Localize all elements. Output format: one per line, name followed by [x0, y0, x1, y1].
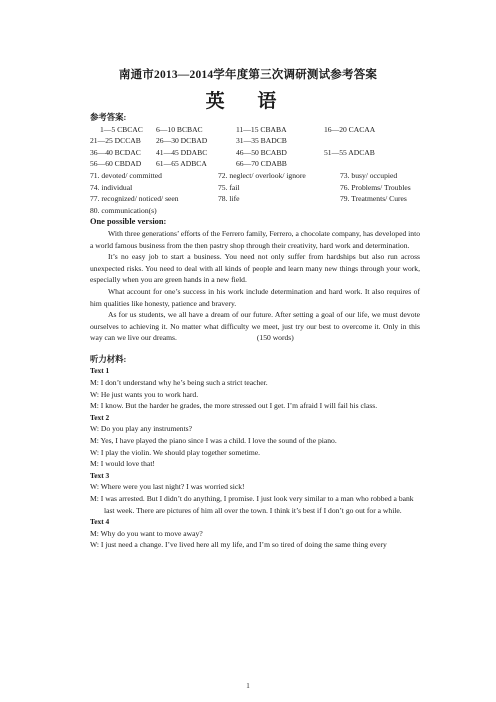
text-label: Text 2	[90, 412, 110, 422]
answer-group: 51—55 ADCAB	[324, 147, 375, 157]
page-number: 1	[246, 682, 250, 690]
fill-answer: 74. individual	[90, 182, 133, 192]
fill-in-answers	[90, 170, 420, 216]
answer-group: 61—65 ADBCA	[156, 159, 207, 169]
dialogue-line: M: Yes, I have played the piano since I was a child. I love the sound of the piano.	[90, 436, 337, 446]
answer-row	[90, 158, 420, 170]
essay-text: As for us students, we all have a dream of our future. After setting a goal of our life, we must devote ourselves to achieving it. No matter what difficulty we meet, just try our best to overcome it. Only in this way can we live our dreams.	[90, 310, 420, 343]
answer-group: 1—5 CBCAC	[100, 124, 143, 134]
dialogue-line: W: I just need a change. I’ve lived here all my life, and I’m so tired of doing the same thing every	[90, 540, 387, 550]
dialogue-line: M: I would love that!	[90, 459, 155, 469]
answer-row	[90, 147, 420, 159]
essay-paragraph: With three generations’ efforts of the Ferrero family, Ferrero, a chocolate company, has developed into a world famous business from the then pastry shop through their creativity, hard work and determination.	[90, 228, 420, 250]
answer-group: 31—35 BADCB	[236, 136, 287, 146]
fill-row	[90, 193, 420, 205]
fill-answer: 78. life	[218, 194, 240, 204]
dialogue-line: M: I was arrested. But I didn’t do anything, I promise. I just look very similar to a man who robbed a bank last week. There are pictures of him all over the town. I think it’s best if I don’t go out for a while.	[90, 494, 414, 515]
answer-group: 21—25 DCCAB	[90, 136, 141, 146]
dialogue-line: M: I know. But the harder he grades, the more stressed out I get. I’m afraid I will fail his class.	[90, 401, 378, 411]
listening-label: 听力材料:	[90, 354, 127, 364]
fill-answer: 76. Problems/ Troubles	[340, 182, 411, 192]
answer-group: 16—20 CACAA	[324, 124, 376, 134]
subject-heading: 英 语	[205, 91, 291, 112]
answer-group: 66—70 CDABB	[236, 159, 287, 169]
fill-answer: 80. communication(s)	[90, 205, 157, 215]
text-label: Text 4	[90, 517, 110, 527]
fill-row	[90, 170, 420, 182]
dialogue-line: M: Why do you want to move away?	[90, 528, 203, 538]
fill-answer: 71. devoted/ committed	[90, 170, 162, 180]
answer-row	[90, 124, 420, 136]
answers-label: 参考答案:	[90, 113, 127, 122]
answer-group: 26—30 DCBAD	[156, 136, 208, 146]
answer-group: 56—60 CBDAD	[90, 159, 142, 169]
fill-answer: 73. busy/ occupied	[340, 170, 398, 180]
fill-row	[90, 205, 420, 217]
text-label: Text 3	[90, 470, 110, 480]
version-label: One possible version:	[90, 217, 167, 227]
section-gap	[90, 344, 420, 354]
essay-paragraph: It’s no easy job to start a business. You need not only suffer from hardships but also run across unexpected risks. You need to deal with all kinds of people and learn many new things through your work, especially when you are green hands in a new field.	[90, 252, 420, 285]
fill-row	[90, 182, 420, 194]
listening-texts	[90, 365, 420, 551]
essay-paragraph	[90, 309, 420, 344]
answer-group: 6—10 BCBAC	[156, 124, 203, 134]
answer-group: 36—40 BCDAC	[90, 147, 141, 157]
document-title: 南通市2013—2014学年度第三次调研测试参考答案	[118, 69, 378, 81]
essay-paragraph: What account for one’s success in his work include determination and hard work. It also requires of him qualities like honesty, patience and bravery.	[90, 286, 420, 308]
dialogue-line: W: Do you play any instruments?	[90, 424, 193, 434]
word-count: (150 words)	[256, 333, 294, 343]
dialogue-line: M: I don’t understand why he’s being such a strict teacher.	[90, 378, 268, 388]
answer-group: 11—15 CBABA	[236, 124, 287, 134]
fill-answer: 75. fail	[218, 182, 240, 192]
text-label: Text 1	[90, 366, 110, 376]
dialogue-line: W: He just wants you to work hard.	[90, 389, 199, 399]
fill-answer: 79. Treatments/ Cures	[340, 194, 407, 204]
fill-answer: 72. neglect/ overlook/ ignore	[218, 170, 306, 180]
answer-group: 46—50 BCABD	[236, 147, 287, 157]
dialogue-line: W: I play the violin. We should play together sometime.	[90, 447, 261, 457]
answer-key	[90, 124, 420, 170]
answer-row	[90, 135, 420, 147]
answer-group: 41—45 DDABC	[156, 147, 208, 157]
model-essay	[90, 228, 420, 344]
document-body	[90, 112, 420, 551]
fill-answer: 77. recognized/ noticed/ seen	[90, 194, 179, 204]
dialogue-line: W: Where were you last night? I was worried sick!	[90, 482, 245, 492]
